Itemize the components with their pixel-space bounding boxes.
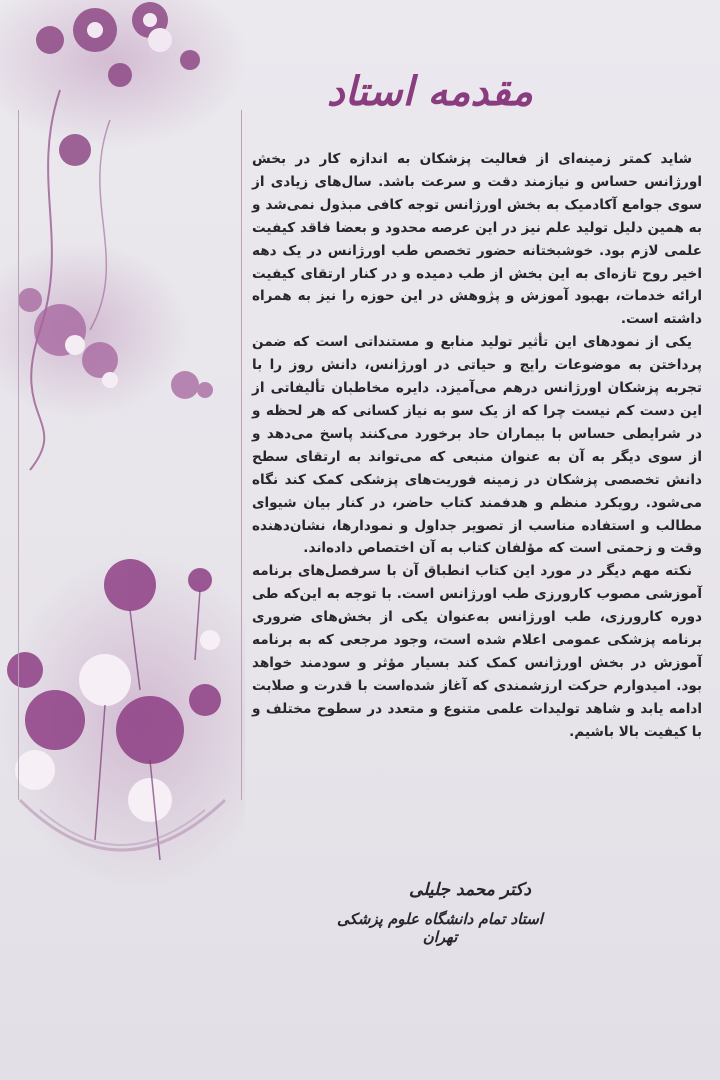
- page-title: مقدمه استاد: [326, 68, 534, 115]
- paragraph: یکی از نمودهای این تأثیر تولید منابع و مستنداتی است که ضمن پرداختن به موضوعات رایج و حیاتی در اورژانس، دانش روز را با تجربه پزشکان اورژانس درهم می‌آمیزد. دایره مخاطبان تألیفاتی از این دست کم نیست چرا که از یک سو به نیاز کسانی که هر لحظه و در شرایطی حساس با بیماران حاد برخورد می‌کنند پاسخ می‌دهد و از سوی دیگر به آن به عنوان منبعی که می‌تواند به ارتقای سطح دانش تخصصی پزشکان در زمینه فوریت‌های پزشکی کمک کند نگاه می‌شود. رویکرد منظم و هدفمند کتاب حاضر، در کنار بیان شیوای مطالب و استفاده مناسب از تصویر جداول و نمودارها، نشان‌دهنده وقت و زحمتی است که مؤلفان کتاب به آن اختصاص داده‌اند.: [252, 334, 702, 557]
- signature-block: [330, 880, 550, 946]
- signature-title: استاد تمام دانشگاه علوم پزشکی تهران: [337, 910, 543, 946]
- preface-body: [252, 148, 702, 744]
- border-frame-line: [18, 110, 242, 800]
- paragraph: نکته مهم دیگر در مورد این کتاب انطباق آن با سرفصل‌های برنامه آموزشی مصوب کارورزی طب اورژانس است. با توجه به این‌که طی دوره کارورزی، طب اورژانس به‌عنوان یکی از بخش‌های ضروری برنامه پزشکی عمومی اعلام شده است، وجود مرجعی که به برنامه آموزش در بخش اورژانس کمک کند بسیار مؤثر و سودمند خواهد بود. امیدوارم حرکت ارزشمندی که آغاز شده‌است با قدرت و صلابت ادامه یابد و شاهد تولیدات علمی متنوع و متعدد در سطوح مختلف و با کیفیت بالا باشیم.: [252, 563, 702, 740]
- signature-name: دکتر محمد جلیلی: [409, 880, 531, 900]
- paragraph: شاید کمتر زمینه‌ای از فعالیت پزشکان به اندازه کار در بخش اورژانس حساس و نیازمند دقت و سرعت باشد. سال‌های زیادی از سوی جوامع آکادمیک به بخش اورژانس توجه کافی مبذول نمی‌شد و به همین دلیل تولید علم نیز در این عرصه محدود و بعضا فاقد کیفیت علمی لازم بود. خوشبختانه حضور تخصص طب اورژانس در یک دهه اخیر روح تازه‌ای به این بخش از طب دمیده و در کنار ارتقای کیفیت ارائه خدمات، بهبود آموزش و پژوهش در این حوزه را نیز به همراه داشته است.: [252, 151, 702, 328]
